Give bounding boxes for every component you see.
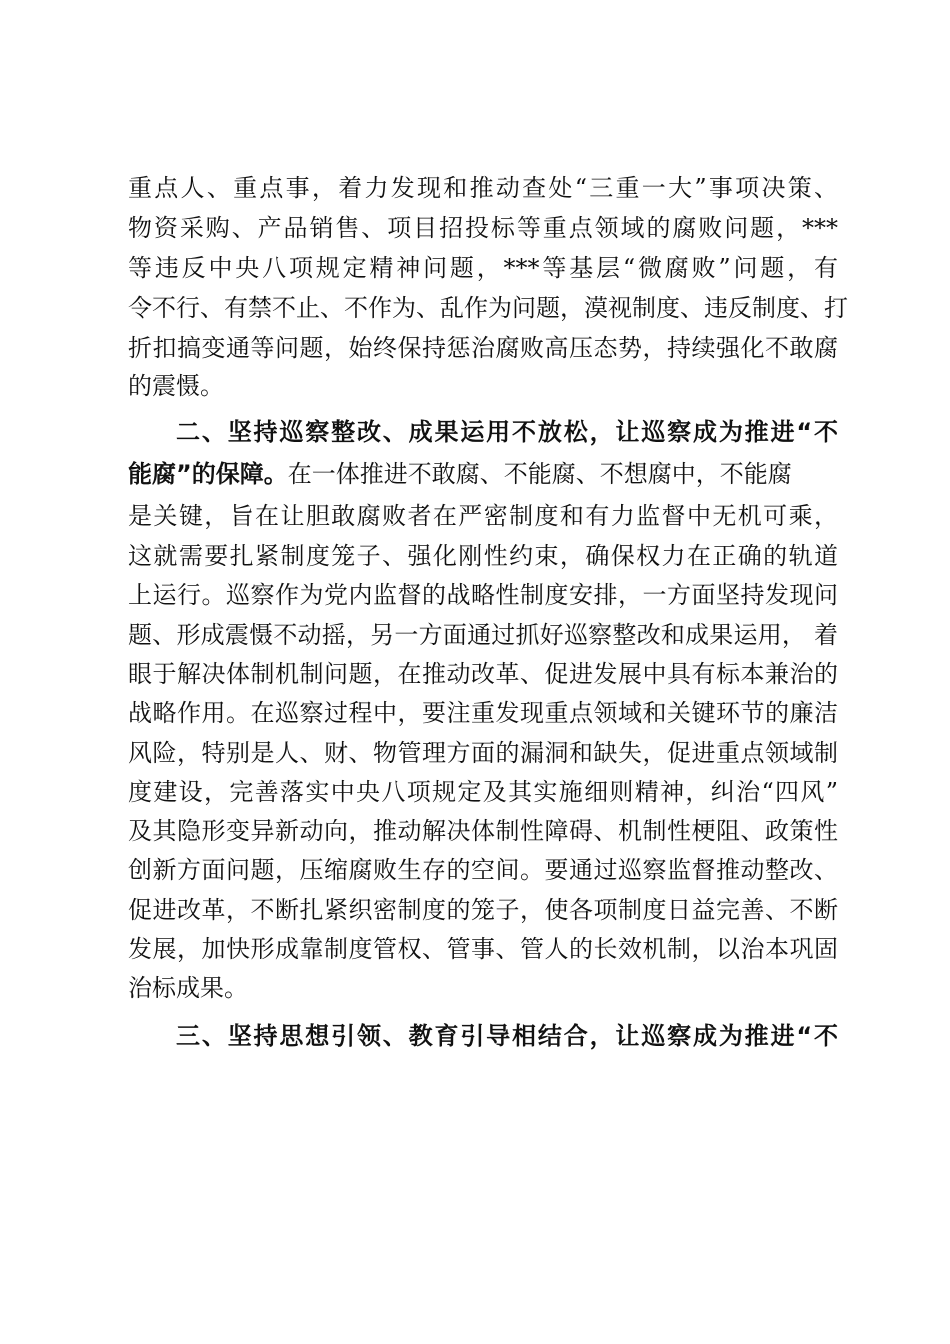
paragraph-2-line-4: 题、形成震慑不动摇，另一方面通过抓好巡察整改和成果运用， 着 [128,621,838,649]
heading-2-title-tail: 能腐”的保障。 [128,460,288,488]
paragraph-2-line-11: 促进改革，不断扎紧织密制度的笼子，使各项制度日益完善、不断 [128,896,838,924]
paragraph-1-line-4: 令不行、有禁不止、不作为、乱作为问题，漠视制度、违反制度、打 [128,294,848,322]
paragraph-1-line-2: 物资采购、产品销售、项目招投标等重点领域的腐败问题，*** [128,214,838,242]
paragraph-1-line-5: 折扣搞变通等问题，始终保持惩治腐败高压态势，持续强化不敢腐 [128,334,838,362]
paragraph-2-line-9: 及其隐形变异新动向，推动解决体制性障碍、机制性梗阻、政策性 [128,817,838,845]
paragraph-1-line-1: 重点人、重点事，着力发现和推动查处“三重一大”事项决策、 [128,174,838,202]
paragraph-2-line-7: 风险，特别是人、财、物管理方面的漏洞和缺失，促进重点领域制 [128,739,838,767]
paragraph-2-line-1: 是关键，旨在让胆敢腐败者在严密制度和有力监督中无机可乘， [128,502,838,530]
paragraph-2-lead-in: 在一体推进不敢腐、不能腐、不想腐中，不能腐 [287,460,792,488]
heading-3-line-1: 三、坚持思想引领、教育引导相结合，让巡察成为推进“不 [176,1022,838,1050]
heading-2-line-1: 二、坚持巡察整改、成果运用不放松，让巡察成为推进“不 [176,418,838,446]
paragraph-1-line-6: 的震慑。 [128,372,224,400]
paragraph-2-line-13: 治标成果。 [128,974,248,1002]
paragraph-2-line-3: 上运行。巡察作为党内监督的战略性制度安排，一方面坚持发现问 [128,581,838,609]
paragraph-1-line-3: 等违反中央八项规定精神问题，***等基层“微腐败”问题，有 [128,254,838,282]
paragraph-2-line-2: 这就需要扎紧制度笼子、强化刚性约束，确保权力在正确的轨道 [128,542,838,570]
paragraph-2-line-10: 创新方面问题，压缩腐败生存的空间。要通过巡察监督推动整改、 [128,856,838,884]
paragraph-2-line-5: 眼于解决体制机制问题，在推动改革、促进发展中具有标本兼治的 [128,660,838,688]
paragraph-2-line-6: 战略作用。在巡察过程中，要注重发现重点领域和关键环节的廉洁 [128,699,838,727]
paragraph-2-line-8: 度建设，完善落实中央八项规定及其实施细则精神，纠治“四风” [128,778,838,806]
heading-2-line-2 [128,454,838,494]
paragraph-2-line-12: 发展，加快形成靠制度管权、管事、管人的长效机制，以治本巩固 [128,935,838,963]
